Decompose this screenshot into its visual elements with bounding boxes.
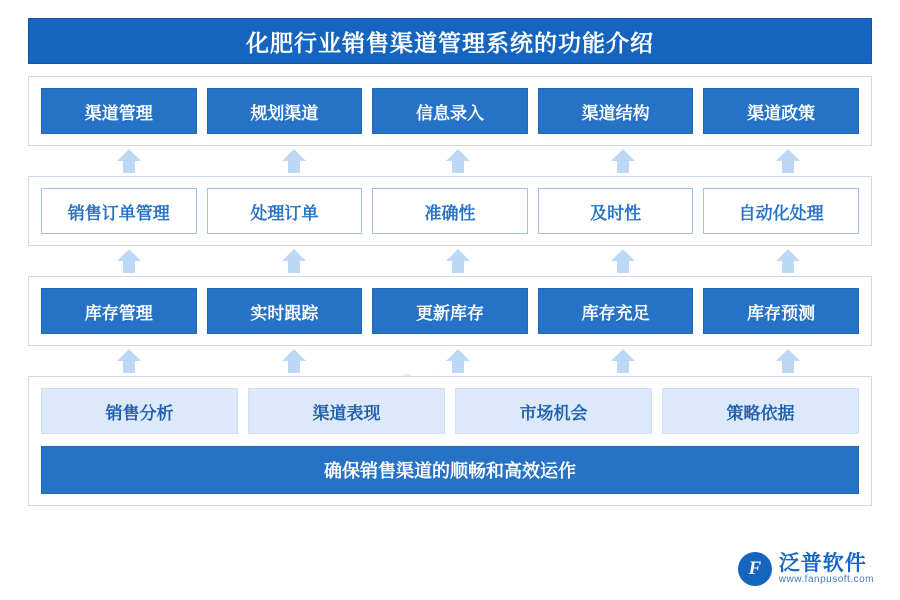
logo-name-cn: 泛普软件 [778, 551, 867, 575]
inventory-band [28, 276, 872, 346]
up-arrow-icon [116, 248, 142, 274]
page-title-text: 化肥行业销售渠道管理系统的功能介绍 [246, 29, 654, 56]
node-accuracy[interactable] [372, 188, 528, 234]
order-band [28, 176, 872, 246]
node-label: 规划渠道 [250, 103, 319, 123]
up-arrow-icon [445, 148, 471, 174]
node-label: 渠道结构 [581, 103, 650, 123]
node-strategy-basis[interactable] [662, 388, 859, 434]
node-label: 库存充足 [581, 303, 650, 323]
up-arrow-icon [281, 348, 307, 374]
node-sufficient-inventory[interactable] [538, 288, 694, 334]
up-arrow-icon [775, 148, 801, 174]
node-process-order[interactable] [207, 188, 363, 234]
analysis-row [41, 388, 859, 434]
node-label: 销售分析 [105, 403, 174, 423]
node-channel-performance[interactable] [248, 388, 445, 434]
channel-row [41, 88, 859, 134]
page-title [28, 18, 872, 64]
node-label: 渠道管理 [84, 103, 153, 123]
node-update-inventory[interactable] [372, 288, 528, 334]
node-market-opportunity[interactable] [455, 388, 652, 434]
logo-mark-icon [738, 552, 772, 586]
node-sales-analysis[interactable] [41, 388, 238, 434]
node-sales-order-management[interactable] [41, 188, 197, 234]
up-arrow-icon [610, 148, 636, 174]
node-automation[interactable] [703, 188, 859, 234]
brand-logo [738, 552, 874, 586]
node-info-entry[interactable] [372, 88, 528, 134]
up-arrow-icon [775, 348, 801, 374]
node-label: 市场机会 [519, 403, 588, 423]
analysis-band [28, 376, 872, 506]
node-label: 更新库存 [415, 303, 484, 323]
footer-banner [41, 446, 859, 494]
arrow-row-1 [28, 148, 872, 174]
up-arrow-icon [610, 348, 636, 374]
up-arrow-icon [116, 148, 142, 174]
up-arrow-icon [281, 248, 307, 274]
arrow-row-2 [28, 248, 872, 274]
node-label: 渠道政策 [747, 103, 816, 123]
node-inventory-forecast[interactable] [703, 288, 859, 334]
up-arrow-icon [445, 248, 471, 274]
node-label: 自动化处理 [738, 203, 824, 223]
channel-band [28, 76, 872, 146]
logo-mark-letter: F [748, 558, 762, 579]
node-label: 销售订单管理 [67, 203, 170, 223]
up-arrow-icon [610, 248, 636, 274]
node-realtime-tracking[interactable] [207, 288, 363, 334]
node-label: 及时性 [590, 203, 642, 223]
node-channel-structure[interactable] [538, 88, 694, 134]
node-label: 准确性 [424, 203, 476, 223]
arrow-row-3 [28, 348, 872, 374]
node-channel-management[interactable] [41, 88, 197, 134]
node-plan-channel[interactable] [207, 88, 363, 134]
node-inventory-management[interactable] [41, 288, 197, 334]
node-label: 实时跟踪 [250, 303, 319, 323]
footer-banner-text: 确保销售渠道的顺畅和高效运作 [324, 461, 576, 481]
node-label: 库存预测 [747, 303, 816, 323]
node-label: 处理订单 [250, 203, 319, 223]
up-arrow-icon [775, 248, 801, 274]
order-row [41, 188, 859, 234]
node-label: 库存管理 [84, 303, 153, 323]
node-timeliness[interactable] [538, 188, 694, 234]
node-channel-policy[interactable] [703, 88, 859, 134]
node-label: 渠道表现 [312, 403, 381, 423]
node-label: 信息录入 [415, 103, 484, 123]
up-arrow-icon [281, 148, 307, 174]
logo-words [779, 553, 874, 586]
node-label: 策略依据 [726, 403, 795, 423]
up-arrow-icon [445, 348, 471, 374]
logo-name-en: www.fanpusoft.com [778, 573, 874, 585]
inventory-row [41, 288, 859, 334]
up-arrow-icon [116, 348, 142, 374]
